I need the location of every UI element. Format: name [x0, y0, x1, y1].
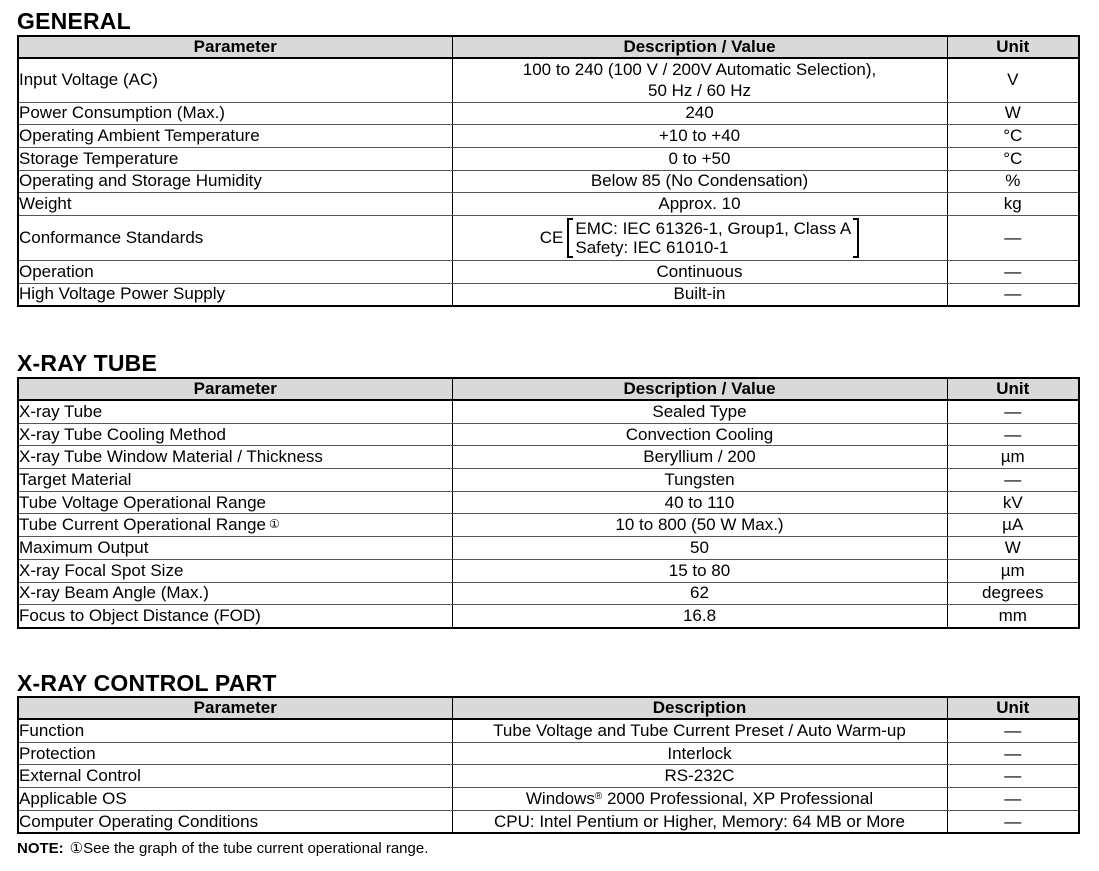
unit-cell: — — [947, 742, 1079, 765]
table-row — [18, 719, 1079, 742]
param-cell: Operation — [18, 260, 452, 283]
param-cell: Protection — [18, 742, 452, 765]
value-cell: 50 — [452, 537, 947, 560]
table-row — [18, 170, 1079, 193]
table-row — [18, 469, 1079, 492]
param-cell: Storage Temperature — [18, 147, 452, 170]
section-title-xray-control: X-RAY CONTROL PART — [17, 670, 277, 696]
param-cell: Power Consumption (Max.) — [18, 102, 452, 125]
standards-bracket — [567, 218, 859, 258]
param-label: Tube Current Operational Range — [19, 515, 266, 535]
param-cell: Operating and Storage Humidity — [18, 170, 452, 193]
value-cell: Interlock — [452, 742, 947, 765]
table-header-row — [18, 36, 1079, 58]
column-header-unit: Unit — [947, 697, 1079, 719]
ce-mark: CE — [539, 228, 564, 248]
unit-cell: — — [947, 719, 1079, 742]
unit-cell: — — [947, 788, 1079, 811]
param-cell: Input Voltage (AC) — [18, 58, 452, 102]
value-cell: 62 — [452, 582, 947, 605]
column-header-description: Description — [452, 697, 947, 719]
section-title-general: GENERAL — [17, 8, 131, 34]
value-cell: 0 to +50 — [452, 147, 947, 170]
value-cell — [452, 58, 947, 102]
footnote-note — [17, 839, 428, 859]
unit-cell: W — [947, 102, 1079, 125]
value-cell: 16.8 — [452, 605, 947, 628]
table-row — [18, 423, 1079, 446]
value-cell: Approx. 10 — [452, 193, 947, 216]
column-header-unit: Unit — [947, 36, 1079, 58]
column-header-description: Description / Value — [452, 378, 947, 400]
safety-standard: Safety: IEC 61010-1 — [575, 237, 729, 257]
column-header-unit: Unit — [947, 378, 1079, 400]
table-row — [18, 193, 1079, 216]
unit-cell: — — [947, 260, 1079, 283]
unit-cell: W — [947, 537, 1079, 560]
table-row — [18, 125, 1079, 148]
param-cell: Weight — [18, 193, 452, 216]
unit-cell: — — [947, 765, 1079, 788]
table-row — [18, 491, 1079, 514]
emc-standard: EMC: IEC 61326-1, Group1, Class A — [575, 218, 852, 238]
value-cell: 15 to 80 — [452, 559, 947, 582]
footnote-marker: ① — [268, 517, 280, 532]
unit-cell: kV — [947, 491, 1079, 514]
unit-cell: — — [947, 469, 1079, 492]
table-header-row — [18, 378, 1079, 400]
general-spec-table — [17, 35, 1080, 307]
unit-cell: — — [947, 283, 1079, 306]
value-cell: Tube Voltage and Tube Current Preset / Auto Warm-up — [452, 719, 947, 742]
note-text: ①See the graph of the tube current operational range. — [69, 840, 429, 857]
table-row — [18, 400, 1079, 423]
table-row — [18, 810, 1079, 833]
value-cell: 240 — [452, 102, 947, 125]
value-cell: Tungsten — [452, 469, 947, 492]
value-cell: 10 to 800 (50 W Max.) — [452, 514, 947, 537]
column-header-parameter: Parameter — [18, 697, 452, 719]
section-title-xray-tube: X-RAY TUBE — [17, 350, 158, 376]
unit-cell: µm — [947, 559, 1079, 582]
table-row — [18, 582, 1079, 605]
table-row — [18, 514, 1079, 537]
table-row — [18, 102, 1079, 125]
unit-cell: — — [947, 810, 1079, 833]
table-row — [18, 446, 1079, 469]
value-cell — [452, 215, 947, 260]
table-row — [18, 559, 1079, 582]
table-row — [18, 765, 1079, 788]
unit-cell: V — [947, 58, 1079, 102]
value-cell: Convection Cooling — [452, 423, 947, 446]
table-row — [18, 788, 1079, 811]
param-cell: X-ray Tube Window Material / Thickness — [18, 446, 452, 469]
unit-cell: °C — [947, 125, 1079, 148]
value-cell: Beryllium / 200 — [452, 446, 947, 469]
unit-cell: — — [947, 423, 1079, 446]
param-cell: Maximum Output — [18, 537, 452, 560]
value-cell: Built-in — [452, 283, 947, 306]
table-row — [18, 260, 1079, 283]
param-cell: Operating Ambient Temperature — [18, 125, 452, 148]
value-cell: CPU: Intel Pentium or Higher, Memory: 64 MB or More — [452, 810, 947, 833]
value-cell: +10 to +40 — [452, 125, 947, 148]
value-cell: 40 to 110 — [452, 491, 947, 514]
column-header-parameter: Parameter — [18, 36, 452, 58]
xray-tube-spec-table — [17, 377, 1080, 629]
value-line: 50 Hz / 60 Hz — [648, 81, 751, 101]
param-cell: Applicable OS — [18, 788, 452, 811]
param-cell: External Control — [18, 765, 452, 788]
unit-cell: kg — [947, 193, 1079, 216]
param-cell: Focus to Object Distance (FOD) — [18, 605, 452, 628]
value-cell: RS-232C — [452, 765, 947, 788]
table-row — [18, 742, 1079, 765]
column-header-parameter: Parameter — [18, 378, 452, 400]
param-cell — [18, 514, 452, 537]
param-cell: X-ray Tube Cooling Method — [18, 423, 452, 446]
os-name: Windows — [525, 788, 595, 808]
table-row — [18, 537, 1079, 560]
value-cell: Sealed Type — [452, 400, 947, 423]
value-cell: Below 85 (No Condensation) — [452, 170, 947, 193]
table-row — [18, 283, 1079, 306]
unit-cell: % — [947, 170, 1079, 193]
param-cell: X-ray Beam Angle (Max.) — [18, 582, 452, 605]
param-cell: Tube Voltage Operational Range — [18, 491, 452, 514]
os-versions: 2000 Professional, XP Professional — [602, 788, 874, 808]
table-header-row — [18, 697, 1079, 719]
value-line: 100 to 240 (100 V / 200V Automatic Selection), — [522, 60, 877, 80]
value-cell: Continuous — [452, 260, 947, 283]
param-cell: Target Material — [18, 469, 452, 492]
unit-cell: degrees — [947, 582, 1079, 605]
unit-cell: µm — [947, 446, 1079, 469]
unit-cell: — — [947, 215, 1079, 260]
unit-cell: µA — [947, 514, 1079, 537]
table-row — [18, 58, 1079, 102]
param-cell: Conformance Standards — [18, 215, 452, 260]
param-cell: High Voltage Power Supply — [18, 283, 452, 306]
param-cell: Computer Operating Conditions — [18, 810, 452, 833]
table-row — [18, 147, 1079, 170]
value-cell — [452, 788, 947, 811]
param-cell: Function — [18, 719, 452, 742]
conformance-standards-block — [540, 218, 860, 258]
unit-cell: — — [947, 400, 1079, 423]
column-header-description: Description / Value — [452, 36, 947, 58]
unit-cell: °C — [947, 147, 1079, 170]
note-label: NOTE: — [17, 840, 64, 857]
table-row — [18, 215, 1079, 260]
param-cell: X-ray Tube — [18, 400, 452, 423]
unit-cell: mm — [947, 605, 1079, 628]
registered-mark: ® — [594, 790, 603, 802]
table-row — [18, 605, 1079, 628]
xray-control-spec-table — [17, 696, 1080, 834]
param-cell: X-ray Focal Spot Size — [18, 559, 452, 582]
